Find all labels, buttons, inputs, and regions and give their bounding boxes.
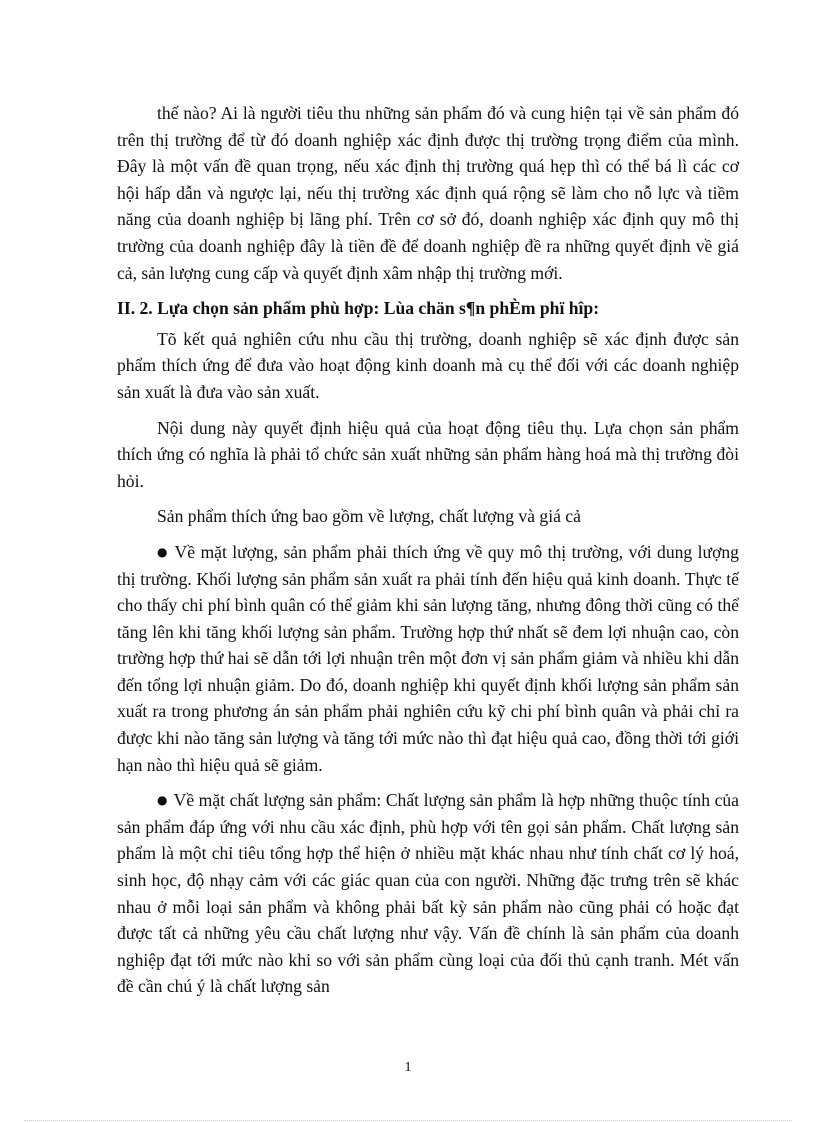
- paragraph-product-selection: Tõ kết quả nghiên cứu nhu cầu thị trường, doanh nghiệp sẽ xác định được sản phẩm thích ứng để đưa vào hoạt động kinh doanh mà cụ thể đối với các doanh nghiệp sản xuất là đưa vào sản xuất.: [117, 328, 739, 402]
- page-bottom-divider: [24, 1120, 792, 1121]
- paragraph-product-fit-summary: Sản phẩm thích ứng bao gồm về lượng, chất lượng và giá cả: [157, 506, 581, 527]
- paragraph-quality: [117, 787, 739, 1000]
- page-number: 1: [404, 1060, 412, 1075]
- paragraph-quantity-text: Về mặt lượng, sản phẩm phải thích ứng về quy mô thị trường, với dung lượng thị trường. Khối lượng sản phẩm sản xuất ra phải tính đến hiệu quả kinh doanh. Thực tế cho thấy chi phí bình quân có thể giảm khi sản lượng tăng, nhưng đông thời cũng có thể tăng lên khi tăng khối lượng sản phẩm. Trường hợp thứ nhất sẽ đem lợi nhuận cao, còn trường hợp thứ hai sẽ dẫn tới lợi nhuận trên một đơn vị sản phẩm giảm và nhiều khi dẫn đến tổng lợi nhuận giảm. Do đó, doanh nghiệp khi quyết định khối lượng sản phẩm sản xuất ra trong phương án sản phẩm phải nghiên cứu kỹ chi phí bình quân và phải chỉ ra được khi nào tăng sản lượng và tăng tới mức nào thì đạt hiệu quả cao, đồng thời tới giới hạn nào thì hiệu quả sẽ giảm.: [117, 541, 739, 775]
- paragraph-quality-text: Về mặt chất lượng sản phẩm: Chất lượng sản phẩm là hợp những thuộc tính của sản phẩm đáp ứng với nhu cầu xác định, phù hợp với tên gọi sản phẩm. Chất lượng sản phẩm là một chỉ tiêu tổng hợp thể hiện ở nhiều mặt khác nhau như tính chất cơ lý hoá, sinh học, độ nhạy cảm với các giác quan của con người. Những đặc trưng trên sẽ khác nhau ở mỗi loại sản phẩm và không phải bất kỳ sản phẩm nào cũng phải có hoặc đạt được tất cả những yêu cầu chất lượng như vậy. Vấn đề chính là sản phẩm của doanh nghiệp đạt tới mức nào khi so với sản phẩm cùng loại của đối thủ cạnh tranh. Mét vấn đề cần chú ý là chất lượng sản: [117, 790, 739, 997]
- bullet-icon: ●: [157, 544, 169, 559]
- section-heading: II. 2. Lựa chọn sản phẩm phù hợp: Lùa chän s¶n phÈm phï hîp:: [117, 298, 600, 319]
- document-body: [117, 100, 739, 1009]
- paragraph-quantity: [117, 539, 739, 778]
- paragraph-sales-efficiency: Nội dung này quyết định hiệu quả của hoạt động tiêu thụ. Lựa chọn sản phẩm thích ứng có nghĩa là phải tổ chức sản xuất những sản phẩm hàng hoá mà thị trường đòi hỏi.: [117, 417, 739, 491]
- paragraph-market-scope: thế nào? Ai là người tiêu thu những sản phẩm đó và cung hiện tại về sản phẩm đó trên thị trường để từ đó doanh nghiệp xác định được thị trường trọng điểm của mình. Đây là một vấn đề quan trọng, nếu xác định thị trường quá hẹp thì có thể bá lì các cơ hội hấp dẫn và ngược lại, nếu thị trường xác định quá rộng sẽ làm cho nỗ lực và tiềm năng của doanh nghiệp bị lãng phí. Trên cơ sở đó, doanh nghiệp xác định quy mô thị trường của doanh nghiệp đây là tiền đề để doanh nghiệp đề ra những quyết định về giá cả, sản lượng cung cấp và quyết định xâm nhập thị trường mới.: [117, 103, 739, 283]
- bullet-icon: ●: [157, 793, 168, 808]
